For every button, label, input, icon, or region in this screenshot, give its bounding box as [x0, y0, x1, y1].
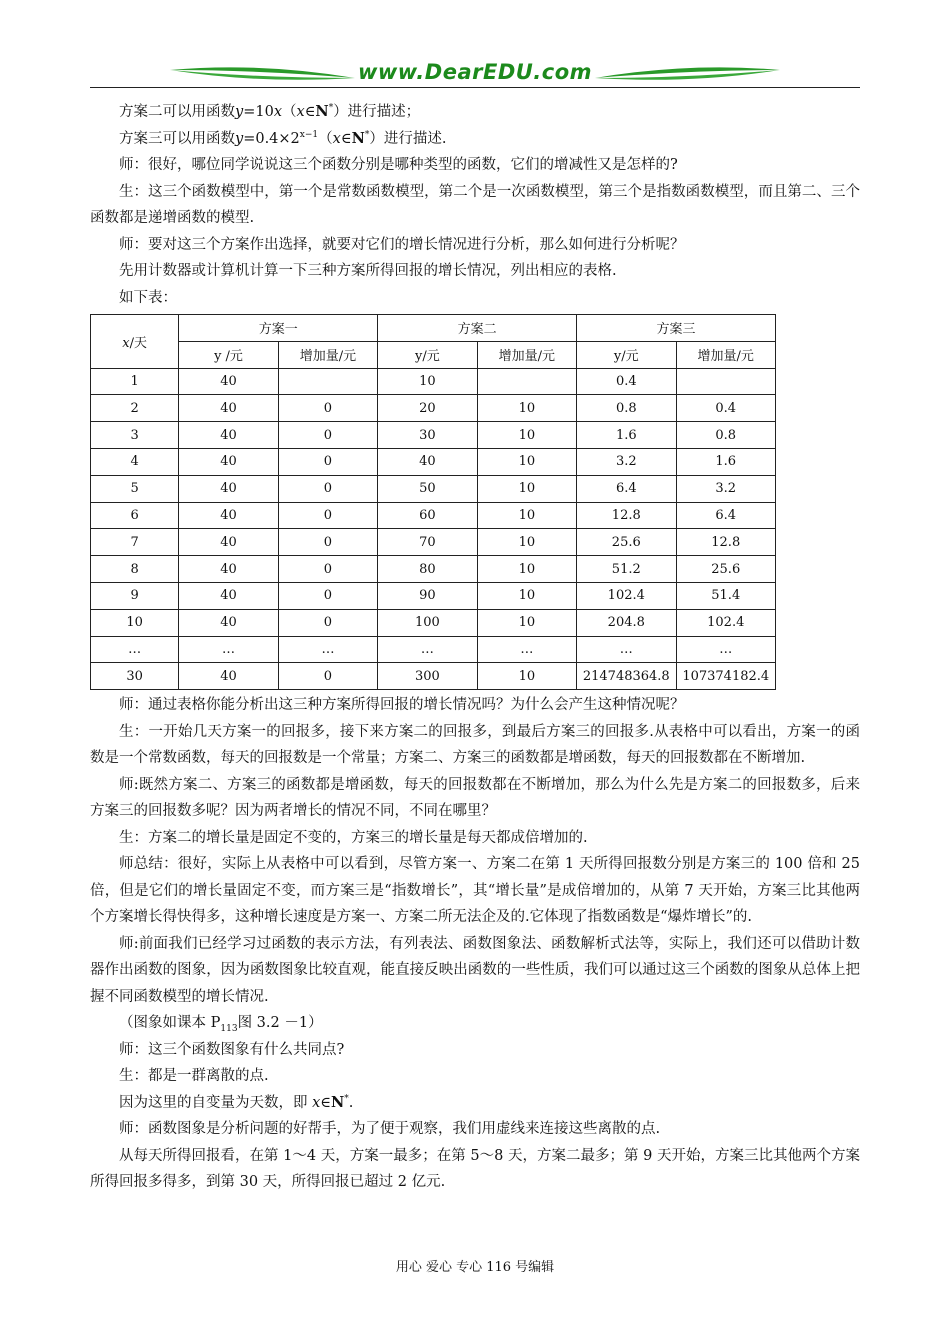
table-cell: 10 — [477, 502, 576, 529]
table-cell: 40 — [179, 529, 278, 556]
domain-paragraph: 因为这里的自变量为天数，即 x∈N*. — [119, 1093, 354, 1111]
table-cell: 9 — [91, 582, 179, 609]
table-cell: … — [179, 636, 278, 663]
header-divider — [90, 87, 860, 88]
table-cell: … — [91, 636, 179, 663]
table-cell: 12.8 — [577, 502, 676, 529]
table-body — [91, 368, 776, 690]
table-row — [91, 502, 776, 529]
table-subheader-row — [91, 341, 776, 368]
table-cell: 10 — [477, 529, 576, 556]
table-cell: 10 — [477, 582, 576, 609]
table-cell: 40 — [378, 448, 477, 475]
table-group-header: 方案一 — [179, 315, 378, 342]
table-cell: 0 — [278, 529, 377, 556]
table-cell: 1.6 — [676, 448, 776, 475]
figure-reference: （图象如课本 $P_{113}$图 3.2 －1） — [119, 1015, 323, 1035]
table-cell: 10 — [477, 448, 576, 475]
table-cell: 300 — [378, 663, 477, 690]
dialogue-paragraph: 师：很好，哪位同学说说这三个函数分别是哪种类型的函数，它们的增减性又是怎样的? — [119, 157, 678, 173]
dialogue-paragraph: 师总结：很好，实际上从表格中可以看到，尽管方案一、方案二在第 1 天所得回报数分别是方案三的 100 倍和 25 倍，但是它们的增长量固定不变，而方案三是“指数增长”，其“增长量”是成倍增加的，从第 7 天开始，方案三比其他两个方案增长得快得多，这种增长速度是方案一、方案二所无法企及的.它体现了指数函数是“爆炸增长”的. — [90, 856, 860, 926]
table-cell: 0 — [278, 422, 377, 449]
table-cell: 4 — [91, 448, 179, 475]
table-cell: 10 — [91, 609, 179, 636]
table-cell: 6.4 — [577, 475, 676, 502]
table-cell: 3.2 — [577, 448, 676, 475]
table-subheader: 增加量/元 — [477, 341, 576, 368]
table-cell: 40 — [179, 368, 278, 395]
table-subheader: y /元 — [179, 341, 278, 368]
table-cell: 40 — [179, 395, 278, 422]
table-cell: 40 — [179, 663, 278, 690]
table-subheader: 增加量/元 — [676, 341, 776, 368]
table-row — [91, 609, 776, 636]
table-cell: 0.4 — [577, 368, 676, 395]
table-row — [91, 475, 776, 502]
table-cell: 80 — [378, 556, 477, 583]
table-cell: 30 — [91, 663, 179, 690]
table-cell: 0 — [278, 609, 377, 636]
table-cell: 40 — [179, 475, 278, 502]
table-cell: 40 — [179, 422, 278, 449]
table-cell: 25.6 — [577, 529, 676, 556]
table-cell: 1.6 — [577, 422, 676, 449]
table-cell — [477, 368, 576, 395]
paragraph-plan-three: 方案三可以用函数$y=0.4\times 2^{x-1}(x\in N^*)$进行描述. — [119, 129, 447, 147]
table-cell: 40 — [179, 556, 278, 583]
site-brand[interactable]: www.DearEDU.com — [357, 60, 593, 84]
table-cell: 10 — [378, 368, 477, 395]
table-cell: 7 — [91, 529, 179, 556]
table-cell: 40 — [179, 582, 278, 609]
table-cell: 10 — [477, 422, 576, 449]
table-cell: … — [577, 636, 676, 663]
document-body — [90, 99, 860, 1196]
table-row — [91, 556, 776, 583]
table-cell: 3 — [91, 422, 179, 449]
table-cell: 10 — [477, 609, 576, 636]
table-cell: … — [378, 636, 477, 663]
paragraph-plan-two: 方案二可以用函数y=10x（x∈N*）进行描述； — [119, 103, 421, 120]
table-cell: 214748364.8 — [577, 663, 676, 690]
table-cell — [676, 368, 776, 395]
table-cell: 102.4 — [676, 609, 776, 636]
dialogue-paragraph: 师：函数图象是分析问题的好帮手，为了便于观察，我们用虚线来连接这些离散的点. — [119, 1121, 661, 1138]
table-cell: 40 — [179, 448, 278, 475]
table-cell: 12.8 — [676, 529, 776, 556]
table-cell: 0 — [278, 448, 377, 475]
table-row — [91, 582, 776, 609]
page-footer: 用心 爱心 专心 116 号编辑 — [395, 1260, 555, 1275]
table-row — [91, 422, 776, 449]
table-cell: 0 — [278, 582, 377, 609]
table-cell: 0 — [278, 556, 377, 583]
table-cell: 102.4 — [577, 582, 676, 609]
table-cell: 70 — [378, 529, 477, 556]
table-group-header: 方案二 — [378, 315, 577, 342]
dialogue-paragraph: 从每天所得回报看，在第 1～4 天，方案一最多；在第 5～8 天，方案二最多；第 9 天开始，方案三比其他两个方案所得回报多得多，到第 30 天，所得回报已超过 2 亿元. — [90, 1147, 860, 1191]
table-cell: 6 — [91, 502, 179, 529]
dialogue-paragraph: 师:既然方案二、方案三的函数都是增函数，每天的回报数都在不断增加，那么为什么先是方案二的回报数多，后来方案三的回报数多呢？因为两者增长的情况不同，不同在哪里？ — [90, 776, 860, 820]
table-cell: 5 — [91, 475, 179, 502]
table-group-header: 方案三 — [577, 315, 776, 342]
table-cell: 25.6 — [676, 556, 776, 583]
table-cell: 2 — [91, 395, 179, 422]
table-cell: 40 — [179, 502, 278, 529]
dialogue-paragraph: 生：方案二的增长量是固定不变的，方案三的增长量是每天都成倍增加的. — [119, 829, 588, 846]
table-cell: 100 — [378, 609, 477, 636]
table-cell: 107374182.4 — [676, 663, 776, 690]
returns-table — [90, 314, 776, 690]
table-cell — [278, 368, 377, 395]
table-subheader: 增加量/元 — [278, 341, 377, 368]
table-header-row — [91, 315, 776, 342]
table-cell: 40 — [179, 609, 278, 636]
dialogue-paragraph: 先用计数器或计算机计算一下三种方案所得回报的增长情况，列出相应的表格. — [119, 263, 617, 279]
table-row — [91, 368, 776, 395]
table-cell: 10 — [477, 663, 576, 690]
table-cell: 0 — [278, 663, 377, 690]
dialogue-paragraph: 师：要对这三个方案作出选择，就要对它们的增长情况进行分析，那么如何进行分析呢？ — [119, 236, 685, 253]
dialogue-paragraph: 师:前面我们已经学习过函数的表示方法，有列表法、函数图象法、函数解析式法等，实际上，我们还可以借助计数器作出函数的图象，因为函数图象比较直观，能直接反映出函数的一些性质，我们可以通过这三个函数的图象从总体上把握不同函数模型的增长情况. — [90, 935, 860, 1005]
table-row — [91, 448, 776, 475]
page-header — [90, 58, 860, 90]
table-cell: … — [676, 636, 776, 663]
dialogue-paragraph: 生：这三个函数模型中，第一个是常数函数模型，第二个是一次函数模型，第三个是指数函数模型，而且第二、三个函数都是递增函数的模型. — [90, 183, 860, 226]
table-cell: 20 — [378, 395, 477, 422]
table-cell: 10 — [477, 475, 576, 502]
table-cell: 50 — [378, 475, 477, 502]
table-cell: 204.8 — [577, 609, 676, 636]
dialogue-paragraph: 生：都是一群离散的点. — [119, 1068, 269, 1085]
table-row — [91, 529, 776, 556]
table-row — [91, 663, 776, 690]
table-cell: 0 — [278, 475, 377, 502]
table-row — [91, 636, 776, 663]
table-row — [91, 395, 776, 422]
dialogue-paragraph: 生：一开始几天方案一的回报多，接下来方案二的回报多，到最后方案三的回报多.从表格中可以看出，方案一的函数是一个常数函数，每天的回报数是一个常量；方案二、方案三的函数都是增函数，每天的回报数都在不断增加. — [90, 723, 860, 767]
table-cell: 10 — [477, 556, 576, 583]
table-cell: 51.2 — [577, 556, 676, 583]
table-cell: 90 — [378, 582, 477, 609]
table-cell: 30 — [378, 422, 477, 449]
table-subheader: y/元 — [577, 341, 676, 368]
table-cell: 1 — [91, 368, 179, 395]
table-cell: 0 — [278, 395, 377, 422]
table-corner-header: x/天 — [91, 315, 179, 369]
table-cell: 0.8 — [577, 395, 676, 422]
table-cell: 6.4 — [676, 502, 776, 529]
dialogue-paragraph: 师：通过表格你能分析出这三种方案所得回报的增长情况吗？为什么会产生这种情况呢？ — [119, 697, 685, 714]
table-subheader: y/元 — [378, 341, 477, 368]
table-cell: 10 — [477, 395, 576, 422]
table-cell: 0.8 — [676, 422, 776, 449]
dialogue-paragraph: 如下表： — [119, 289, 177, 306]
table-cell: 0.4 — [676, 395, 776, 422]
dialogue-paragraph: 师：这三个函数图象有什么共同点? — [119, 1041, 345, 1058]
table-cell: 8 — [91, 556, 179, 583]
table-cell: 51.4 — [676, 582, 776, 609]
table-cell: 60 — [378, 502, 477, 529]
table-cell: … — [477, 636, 576, 663]
table-cell: 0 — [278, 502, 377, 529]
table-cell: … — [278, 636, 377, 663]
table-cell: 3.2 — [676, 475, 776, 502]
